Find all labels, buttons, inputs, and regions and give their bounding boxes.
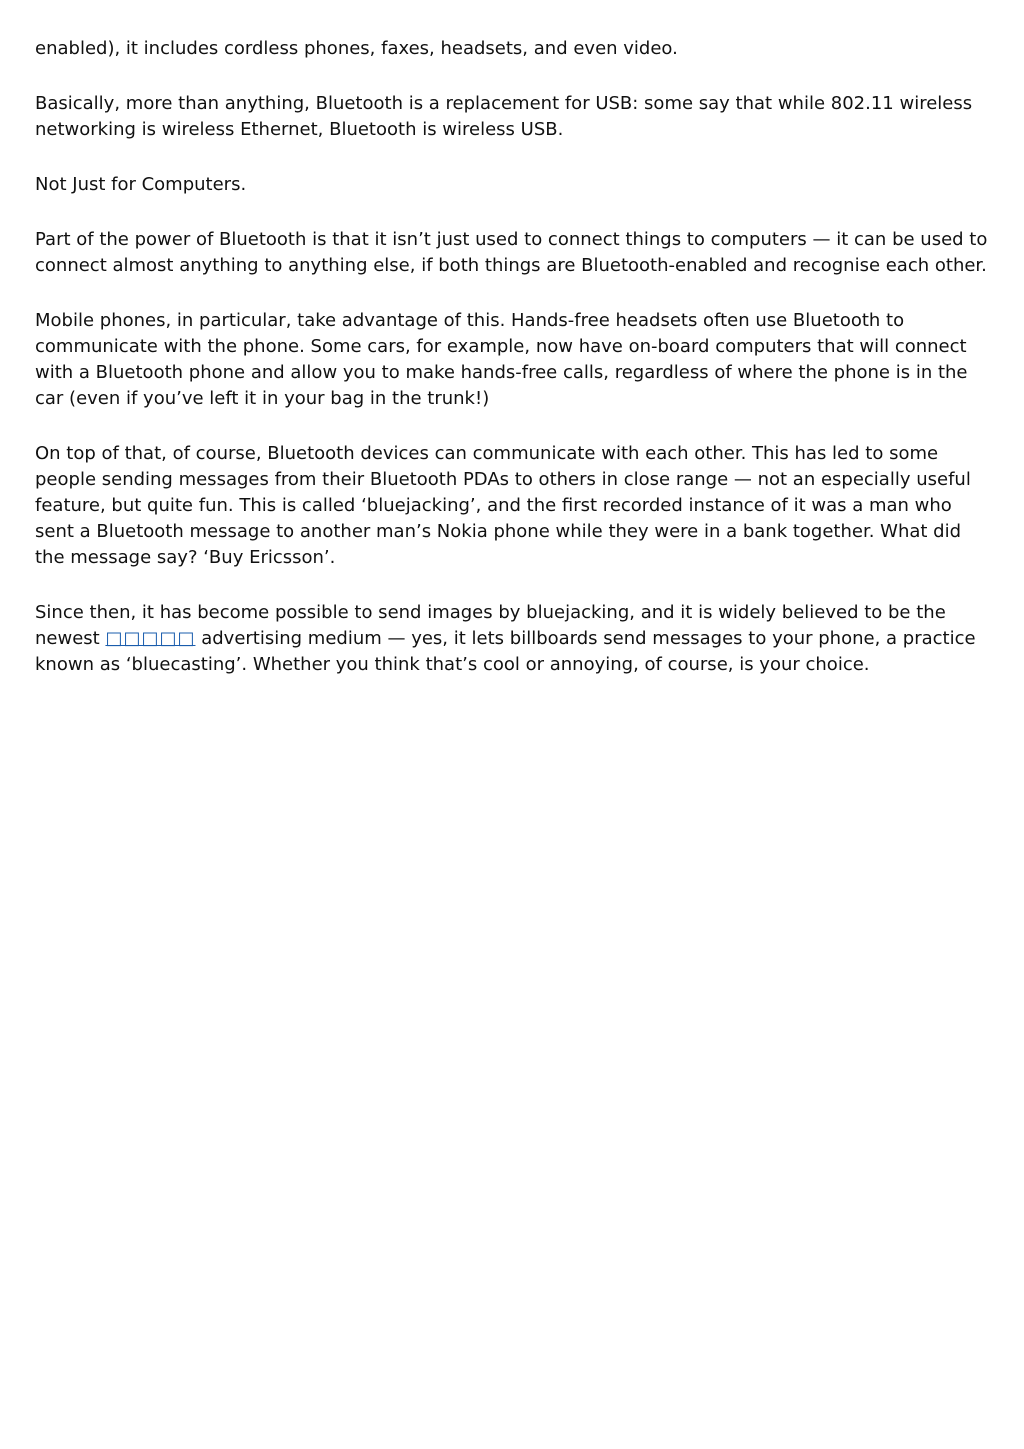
section-heading-not-just-computers: Not Just for Computers. <box>35 174 247 195</box>
bluecasting-text-before-link: Since then, it has become possible to send images by bluejacking, and it is widely believed to be the newest <box>35 602 946 649</box>
paragraph-power-of-bluetooth: Part of the power of Bluetooth is that it isn’t just used to connect things to computers — it can be used to connect almost anything to anything else, if both things are Bluetooth-enabled and recognise each other. <box>35 229 988 276</box>
bluecasting-text-after-link: advertising medium — yes, it lets billboards send messages to your phone, a practice known as ‘bluecasting’. Whether you think that’s cool or annoying, of course, is your choice. <box>35 628 976 675</box>
paragraph-mobile-phones: Mobile phones, in particular, take advantage of this. Hands-free headsets often use Bluetooth to communicate with the phone. Some cars, for example, now have on-board computers that will connect with a Bluetooth phone and allow you to make hands-free calls, regardless of where the phone is in the car (even if you’ve left it in your bag in the trunk!) <box>35 310 968 409</box>
document-body <box>35 36 995 707</box>
paragraph-usb-replacement: Basically, more than anything, Bluetooth is a replacement for USB: some say that while 802.11 wireless networking is wireless Ethernet, Bluetooth is wireless USB. <box>35 93 973 140</box>
paragraph-enabled-devices: enabled), it includes cordless phones, faxes, headsets, and even video. <box>35 38 678 59</box>
advertising-link[interactable]: □□□□□ <box>105 628 196 649</box>
paragraph-bluecasting <box>35 600 995 678</box>
paragraph-bluejacking: On top of that, of course, Bluetooth devices can communicate with each other. This has led to some people sending messages from their Bluetooth PDAs to others in close range — not an especially useful feature, but quite fun. This is called ‘bluejacking’, and the first recorded instance of it was a man who sent a Bluetooth message to another man’s Nokia phone while they were in a bank together. What did the message say? ‘Buy Ericsson’. <box>35 443 971 568</box>
